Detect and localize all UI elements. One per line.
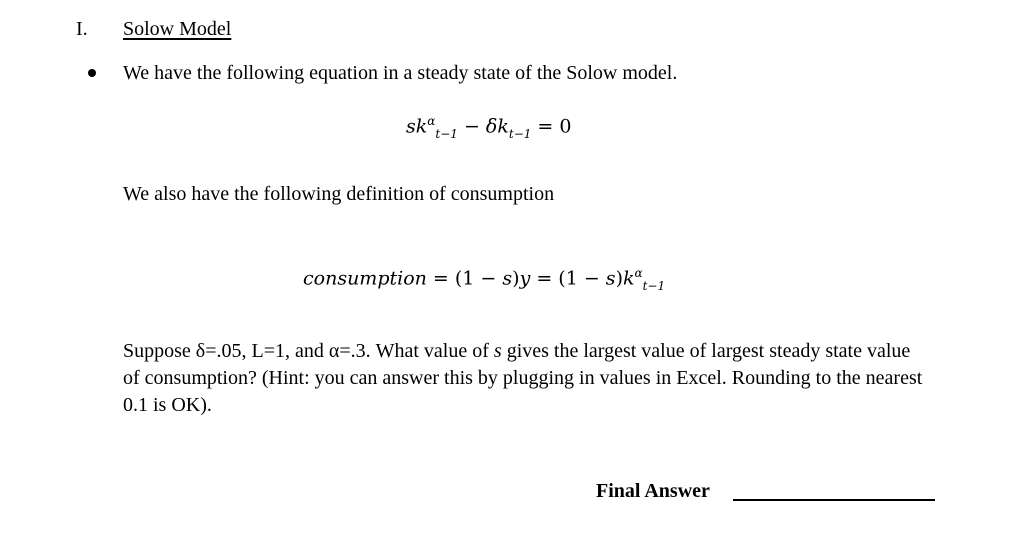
question-s-variable: s [493,340,502,362]
bullet-icon [88,69,96,77]
bullet-text: We have the following equation in a steady state of the Solow model. [123,62,678,84]
eq2-y: y [519,267,531,290]
eq2-k: k [622,267,635,290]
eq2-s-a: s [502,267,513,290]
final-answer-blank[interactable] [733,499,935,501]
question-paragraph [123,338,923,419]
eq2-s-b: s [605,267,616,290]
eq1-alpha-exponent: α [427,114,436,128]
eq2-close-b: ) [615,267,623,290]
eq1-k: k [415,115,428,138]
eq1-subscript-2: t−1 [508,127,532,142]
eq2-close-a: ) [512,267,520,290]
eq1-s: s [406,115,416,138]
eq1-k2: k [497,115,509,138]
steady-state-equation [406,114,571,140]
consumption-intro: We also have the following definition of consumption [123,183,555,205]
eq2-subscript: t−1 [642,279,666,294]
section-title: Solow Model [123,18,232,40]
section-number: I. [76,18,88,40]
question-part1: Suppose δ=.05, L=1, and α=.3. What value of [123,340,494,362]
eq2-equals-b: = (1 − [530,267,606,290]
eq2-consumption: consumption [303,267,427,290]
consumption-equation [303,266,665,292]
eq1-delta: δ [485,115,498,138]
final-answer-label: Final Answer [596,480,710,502]
eq2-alpha-exponent: α [634,266,643,280]
eq2-equals-a: = (1 − [426,267,503,290]
question-part2: gives the largest value of largest steady state value of consumption? (Hint: you can answer this by plugging in values in Excel. Rounding to the nearest 0.1 is OK). [123,340,923,416]
eq1-minus: − [457,115,486,138]
eq1-subscript-1: t−1 [435,127,458,142]
eq1-equals-zero: = 0 [531,115,572,138]
